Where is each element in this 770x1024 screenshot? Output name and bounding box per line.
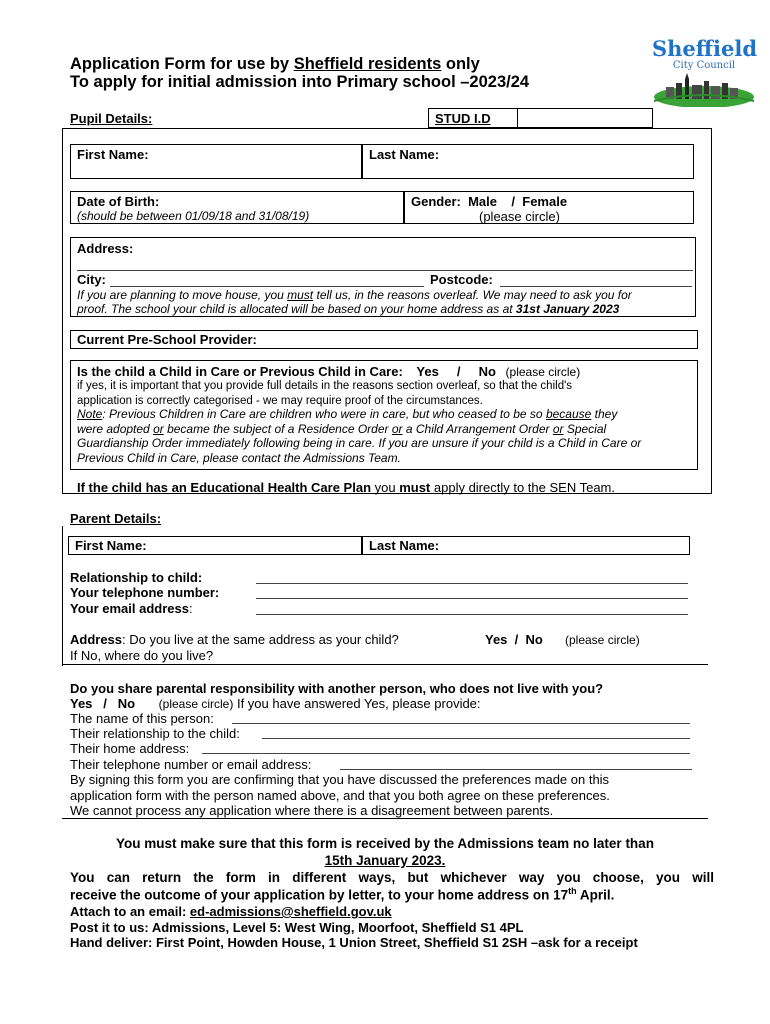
- pupil-city-label: City:: [77, 272, 106, 287]
- return-line-2: receive the outcome of your application by letter, to your home address on 17th April.: [70, 886, 615, 903]
- shared-responsibility-question: Do you share parental responsibility with another person, who does not live with you?: [70, 681, 604, 696]
- person-name-label: The name of this person:: [70, 711, 214, 726]
- email-return-line: Attach to an email: ed-admissions@sheffield.gov.uk: [70, 904, 392, 919]
- child-in-care-note: Note: Previous Children in Care are children who were in care, but who ceased to be so because they were adopted or became the subject of a Residence Order or a Child Arrangement Order or Special Guardianship Order immediately following being in care. If you are unsure if your child is a Child in Care or Previous Child in Care, please contact the Admissions Team.: [77, 407, 642, 465]
- deadline-line-2: 15th January 2023.: [324, 853, 446, 868]
- relationship-line[interactable]: [256, 583, 688, 584]
- preschool-provider-field[interactable]: Current Pre-School Provider:: [70, 330, 698, 349]
- relationship-label: Relationship to child:: [70, 570, 203, 585]
- where-live-label: If No, where do you live?: [70, 648, 214, 663]
- pupil-gender-field[interactable]: Gender: Male / Female (please circle): [404, 191, 694, 224]
- telephone-label: Your telephone number:: [70, 585, 220, 600]
- page-title: Application Form for use by Sheffield residents only: [70, 55, 480, 73]
- child-in-care-info: if yes, it is important that you provide full details in the reasons section overleaf, so that the child's application is correctly categorised - we may require proof of the circumstances.: [77, 380, 573, 407]
- parent-address-yes-no[interactable]: Yes / No: [485, 632, 543, 647]
- move-house-note-2: proof. The school your child is allocated will be based on your home address as at 31st January 2023: [77, 302, 620, 316]
- person-relationship-label: Their relationship to the child:: [70, 726, 240, 741]
- return-line-1: You can return the form in different ways, but whichever way you choose, you will: [70, 870, 714, 885]
- parent-address-circle: (please circle): [565, 633, 640, 647]
- telephone-line[interactable]: [256, 598, 688, 599]
- hand-deliver-line: Hand deliver: First Point, Howden House, 1 Union Street, Sheffield S1 2SH –ask for a receipt: [70, 935, 638, 950]
- person-address-line[interactable]: [202, 753, 690, 754]
- person-address-label: Their home address:: [70, 741, 190, 756]
- pupil-postcode-label: Postcode:: [430, 272, 493, 287]
- parent-frame-left: [62, 526, 63, 666]
- deadline-line-1: You must make sure that this form is received by the Admissions team no later than: [116, 836, 654, 851]
- pupil-postcode-line[interactable]: [500, 286, 692, 287]
- parent-address-question: Address: Do you live at the same address as your child?: [70, 632, 399, 647]
- pupil-address-line[interactable]: [77, 270, 693, 271]
- pupil-address-label: Address:: [77, 241, 134, 256]
- pupil-first-name-field[interactable]: First Name:: [70, 144, 362, 179]
- email-line[interactable]: [256, 614, 688, 615]
- parent-last-name-field[interactable]: Last Name:: [362, 536, 690, 555]
- page-subtitle: To apply for initial admission into Primary school –2023/24: [70, 73, 530, 91]
- ehcp-note: If the child has an Educational Health Care Plan you must apply directly to the SEN Team.: [77, 480, 616, 495]
- consent-text: By signing this form you are confirming that you have discussed the preferences made on this application form with the person named above, and that you both agree on these preferences. We cannot process any application where there is a disagreement between parents.: [70, 772, 610, 818]
- move-house-note-1: If you are planning to move house, you must tell us, in the reasons overleaf. We may need to ask you for: [77, 288, 632, 302]
- stud-id-label-box: STUD I.D: [428, 108, 518, 128]
- sheffield-logo: Sheffield City Council: [652, 38, 756, 110]
- person-name-line[interactable]: [232, 723, 690, 724]
- parent-first-name-field[interactable]: First Name:: [68, 536, 362, 555]
- pupil-dob-field[interactable]: Date of Birth: (should be between 01/09/18 and 31/08/19): [70, 191, 404, 224]
- pupil-last-name-field[interactable]: Last Name:: [362, 144, 694, 179]
- person-relationship-line[interactable]: [262, 738, 690, 739]
- pupil-city-line[interactable]: [110, 286, 424, 287]
- person-contact-label: Their telephone number or email address:: [70, 757, 312, 772]
- person-contact-line[interactable]: [340, 769, 692, 770]
- post-return-line: Post it to us: Admissions, Level 5: West Wing, Moorfoot, Sheffield S1 4PL: [70, 920, 524, 935]
- shared-responsibility-answer: Yes / No (please circle) If you have answered Yes, please provide:: [70, 696, 481, 711]
- child-in-care-question: Is the child a Child in Care or Previous Child in Care: Yes / No (please circle): [77, 364, 581, 379]
- city-skyline-icon: [652, 71, 756, 107]
- parent-details-heading: Parent Details:: [70, 511, 162, 526]
- pupil-details-heading: Pupil Details:: [70, 111, 153, 126]
- admissions-email-link[interactable]: ed-admissions@sheffield.gov.uk: [189, 904, 392, 919]
- email-label: Your email address:: [70, 601, 193, 616]
- parent-frame-divider: [62, 664, 708, 665]
- parent-frame-bottom: [62, 818, 708, 819]
- stud-id-field[interactable]: [517, 108, 653, 128]
